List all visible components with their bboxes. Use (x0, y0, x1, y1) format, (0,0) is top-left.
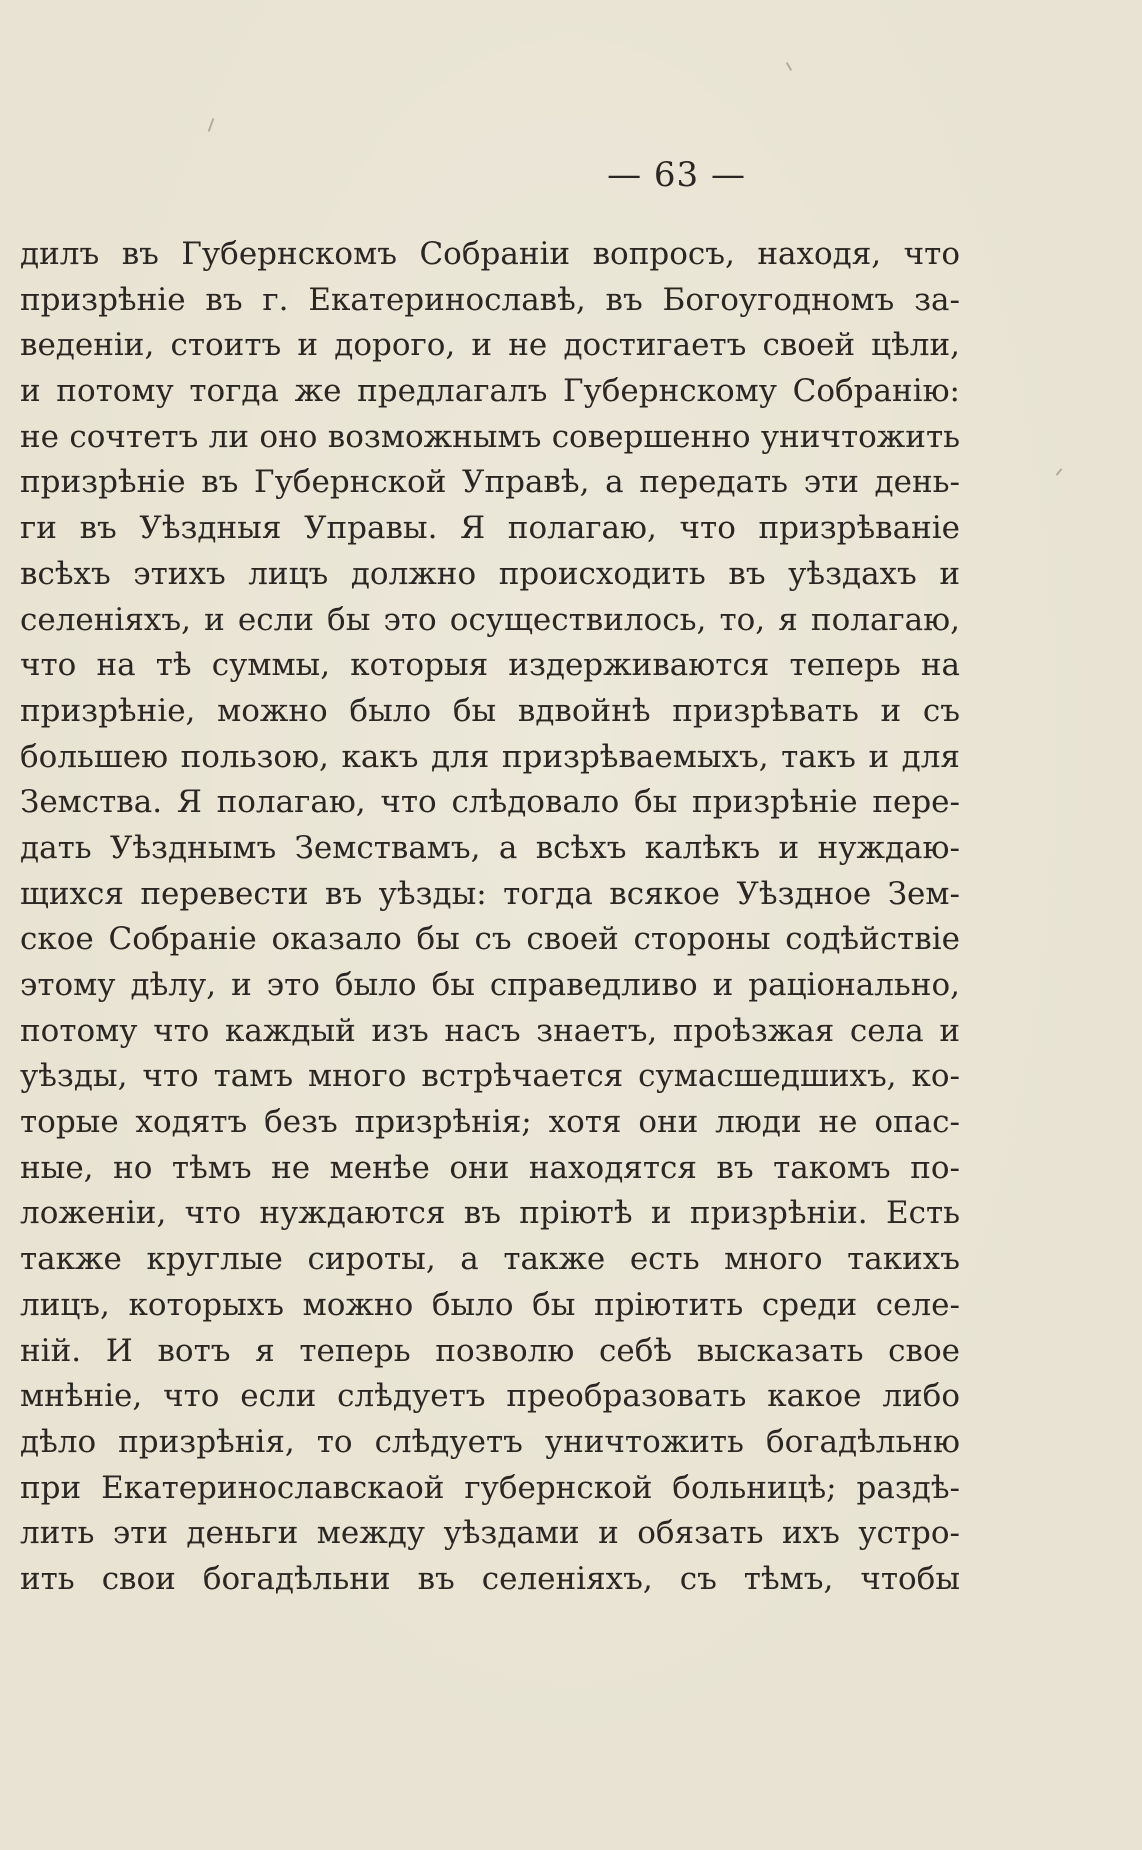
text-line: ложеніи, что нуждаются въ пріютѣ и призрѣніи. Есть (20, 1195, 960, 1232)
text-line: лицъ, которыхъ можно было бы пріютить среди селе- (20, 1286, 960, 1323)
text-line: дилъ въ Губернскомъ Собраніи вопросъ, находя, что (20, 236, 960, 272)
text-line: щихся перевести въ уѣзды: тогда всякое Уѣздное Зем- (20, 875, 960, 912)
text-line: ское Собраніе оказало бы съ своей стороны содѣйствіе (20, 921, 960, 958)
text-line: ній. И вотъ я теперь позволю себѣ высказать свое (20, 1332, 960, 1369)
page-number: — 63 — (607, 155, 746, 195)
text-line: не сочтетъ ли оно возможнымъ совершенно уничтожить (20, 418, 960, 455)
text-line: мнѣніе, что если слѣдуетъ преобразовать какое либо (20, 1378, 960, 1415)
text-line: призрѣніе въ Губернской Управѣ, а передать эти день- (20, 464, 960, 501)
text-line: этому дѣлу, и это было бы справедливо и раціонально, (20, 967, 960, 1003)
paper-speck (208, 118, 215, 132)
text-line: призрѣніе въ г. Екатеринославѣ, въ Богоугодномъ за- (20, 281, 960, 318)
body-text (20, 232, 960, 1603)
text-line: ные, но тѣмъ не менѣе они находятся въ такомъ по- (20, 1149, 960, 1186)
text-line: дѣло призрѣнія, то слѣдуетъ уничтожить богадѣльню (20, 1423, 960, 1460)
text-line: Земства. Я полагаю, что слѣдовало бы призрѣніе пере- (20, 784, 960, 821)
text-line: при Екатеринославскаой губернской больницѣ; раздѣ- (20, 1469, 960, 1506)
text-line: и потому тогда же предлагалъ Губернскому Собранію: (20, 373, 960, 410)
text-line: уѣзды, что тамъ много встрѣчается сумасшедшихъ, ко- (20, 1058, 960, 1095)
text-line: большею пользою, какъ для призрѣваемыхъ, такъ и для (20, 738, 960, 775)
paper-speck (786, 62, 792, 71)
text-line: торые ходятъ безъ призрѣнія; хотя они люди не опас- (20, 1104, 960, 1141)
text-line: всѣхъ этихъ лицъ должно происходить въ уѣздахъ и (20, 555, 960, 592)
text-line: селеніяхъ, и если бы это осуществилось, то, я полагаю, (20, 601, 960, 638)
text-line: что на тѣ суммы, которыя издерживаются теперь на (20, 647, 960, 684)
text-line: ить свои богадѣльни въ селеніяхъ, съ тѣмъ, чтобы (20, 1560, 960, 1597)
text-line: потому что каждый изъ насъ знаетъ, проѣзжая села и (20, 1012, 960, 1049)
text-line: лить эти деньги между уѣздами и обязать ихъ устро- (20, 1515, 960, 1552)
text-line: также круглые сироты, а также есть много такихъ (20, 1241, 960, 1278)
paper-speck (1056, 468, 1063, 475)
text-line: дать Уѣзднымъ Земствамъ, а всѣхъ калѣкъ и нуждаю- (20, 829, 960, 866)
text-line: ги въ Уѣздныя Управы. Я полагаю, что призрѣваніе (20, 510, 960, 547)
text-line: веденіи, стоитъ и дорого, и не достигаетъ своей цѣли, (20, 327, 960, 364)
text-line: призрѣніе, можно было бы вдвойнѣ призрѣвать и съ (20, 692, 960, 729)
